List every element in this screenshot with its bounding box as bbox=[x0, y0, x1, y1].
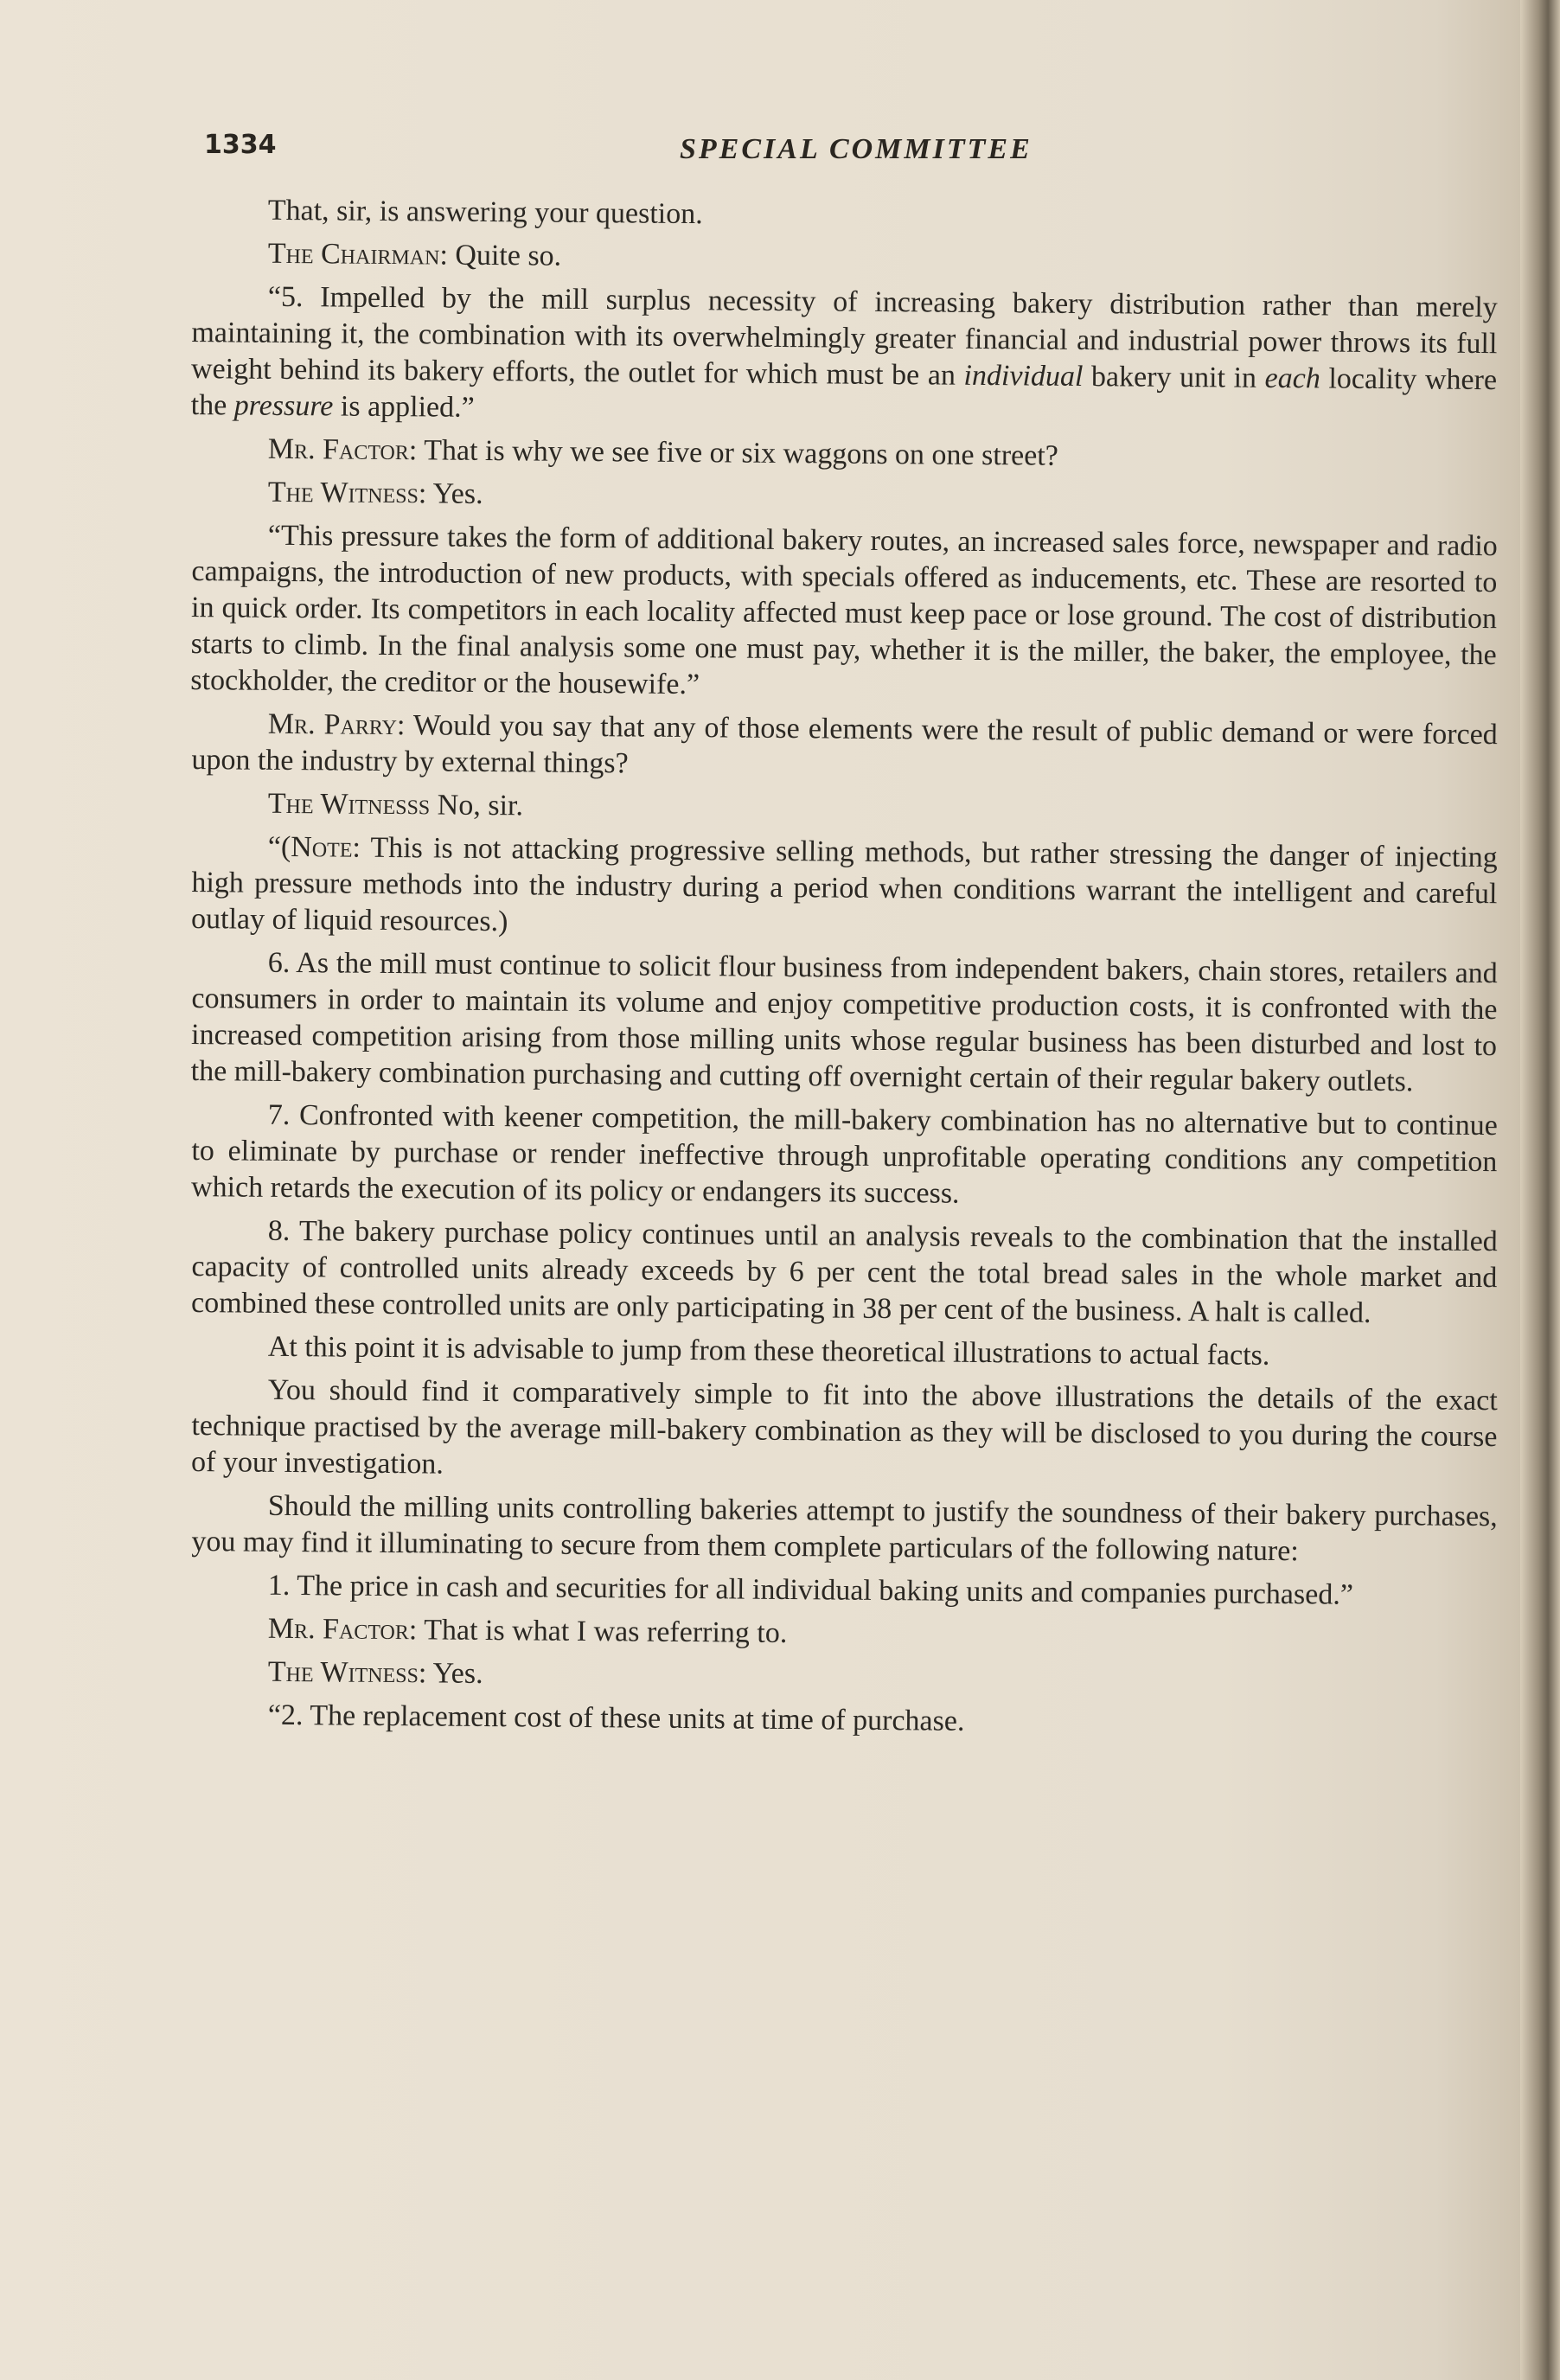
numbered-paragraph bbox=[191, 944, 1498, 1101]
emphasis: each bbox=[1264, 361, 1320, 395]
speaker-label: Mr. Factor: bbox=[267, 432, 418, 467]
paragraph-text: Should the milling units controlling bakeries attempt to justify the soundness of their bakery purchases, you may find it illuminating to secure from them complete particulars of the following nature: bbox=[191, 1489, 1498, 1568]
numbered-paragraph bbox=[192, 1697, 1498, 1744]
speaker-label: The Witness: bbox=[267, 1655, 427, 1690]
paragraph-text: That, sir, is answering your question. bbox=[267, 194, 703, 231]
quote-prefix: “( bbox=[267, 830, 291, 863]
page-number: 1334 bbox=[204, 130, 277, 160]
quoted-paragraph bbox=[191, 278, 1498, 435]
paragraph-text: locality where the bbox=[190, 362, 1498, 422]
paragraph-text: “2. The replacement cost of these units at time of purchase. bbox=[267, 1699, 965, 1737]
dialogue-line bbox=[191, 706, 1498, 790]
page-header bbox=[204, 130, 1449, 182]
paragraph bbox=[192, 192, 1498, 240]
dialogue-line bbox=[192, 235, 1498, 283]
paragraph-text: No, sir. bbox=[430, 789, 524, 822]
paragraph-text: bakery unit in bbox=[1083, 360, 1265, 394]
speaker-label: The Chairman: bbox=[267, 237, 449, 272]
paragraph-text: “5. Impelled by the mill surplus necessity of increasing bakery distribution rather than merely maintaining it, the combination with its overwhelmingly greater financial and industrial power throws its full weight behind its bakery efforts, the outlet for which must be an bbox=[190, 280, 1498, 392]
running-head: SPECIAL COMMITTEE bbox=[680, 133, 1033, 165]
paragraph bbox=[191, 1488, 1498, 1571]
paragraph-text: “This pressure takes the form of additional bakery routes, an increased sales force, newspaper and radio campaigns, the introduction of new products, with specials offered as inducements, etc. These are resorted to in quick order. Its competitors in each locality affected must keep pace or lose ground. The cost of distribution starts to climb. In the final analysis some one must pay, whether it is the miller, the baker, the employee, the stockholder, the creditor or the housewife.” bbox=[190, 519, 1498, 701]
dialogue-line bbox=[192, 1654, 1498, 1701]
paragraph-text: 7. Confronted with keener competition, the mill-bakery combination has no alternative but to continue to eliminate by purchase or render ineffective through unprofitable operating conditions any competition which retards the execution of its policy or endangers its success. bbox=[190, 1098, 1498, 1210]
paragraph-text: At this point it is advisable to jump from these theoretical illustrations to actual facts. bbox=[267, 1330, 1270, 1372]
numbered-paragraph bbox=[192, 1567, 1498, 1615]
speaker-label: The Witness: bbox=[267, 476, 427, 510]
emphasis: individual bbox=[963, 359, 1084, 393]
dialogue-line bbox=[192, 474, 1498, 521]
speaker-label: Mr. Factor: bbox=[267, 1612, 418, 1647]
dialogue-line bbox=[192, 785, 1498, 833]
speaker-label: The Witnesss bbox=[267, 787, 431, 822]
paragraph-text: 8. The bakery purchase policy continues until an analysis reveals to the combination that the installed capacity of controlled units already exceeds by 6 per cent the total bread sales in the whole market and combined these controlled units are only participating in 38 per cent of the business. A halt is called. bbox=[190, 1214, 1498, 1329]
numbered-paragraph bbox=[191, 1212, 1498, 1333]
paragraph-text: 6. As the mill must continue to solicit flour business from independent bakers, chain stores, retailers and consumers in order to maintain its volume and enjoy competitive production costs, it is confronted with the increased competition arising from those milling units whose regular business has been disturbed and lost to the mill-bakery combination purchasing and cutting off overnight certain of their regular bakery outlets. bbox=[190, 946, 1498, 1098]
paragraph bbox=[192, 1328, 1498, 1376]
body-text bbox=[192, 192, 1498, 1740]
paragraph-text: That is what I was referring to. bbox=[417, 1614, 788, 1650]
paragraph-text: That is why we see five or six waggons on one street? bbox=[417, 434, 1058, 472]
paragraph-text: Quite so. bbox=[447, 239, 562, 272]
paragraph-text: You should find it comparatively simple to fit into the above illustrations the details of the exact technique practised by the average mill-bakery combination as they will be disclosed to you during the course of your investigation. bbox=[190, 1373, 1498, 1481]
emphasis: pressure bbox=[233, 389, 334, 423]
paragraph bbox=[191, 1372, 1498, 1492]
dialogue-line bbox=[192, 1610, 1498, 1658]
paragraph-text: is applied.” bbox=[333, 390, 475, 424]
paragraph-text: 1. The price in cash and securities for all individual baking units and companies purchased.” bbox=[267, 1569, 1354, 1611]
dialogue-line bbox=[192, 431, 1498, 478]
quoted-paragraph bbox=[190, 517, 1498, 710]
paragraph-text: This is not attacking progressive selling methods, but rather stressing the danger of injecting high pressure methods into the industry during a period when conditions warrant the intelligent and careful outlay of liquid resources.) bbox=[190, 831, 1498, 938]
paragraph-text: Would you say that any of those elements were the result of public demand or were forced upon the industry by external things? bbox=[191, 709, 1498, 780]
note-paragraph bbox=[191, 829, 1498, 949]
numbered-paragraph bbox=[191, 1097, 1498, 1217]
paragraph-text: Yes. bbox=[426, 1657, 483, 1690]
page-binding-edge bbox=[1520, 0, 1560, 2380]
paragraph-text: Yes. bbox=[426, 477, 483, 510]
speaker-label: Mr. Parry: bbox=[267, 707, 406, 742]
note-label: Note: bbox=[291, 830, 361, 864]
